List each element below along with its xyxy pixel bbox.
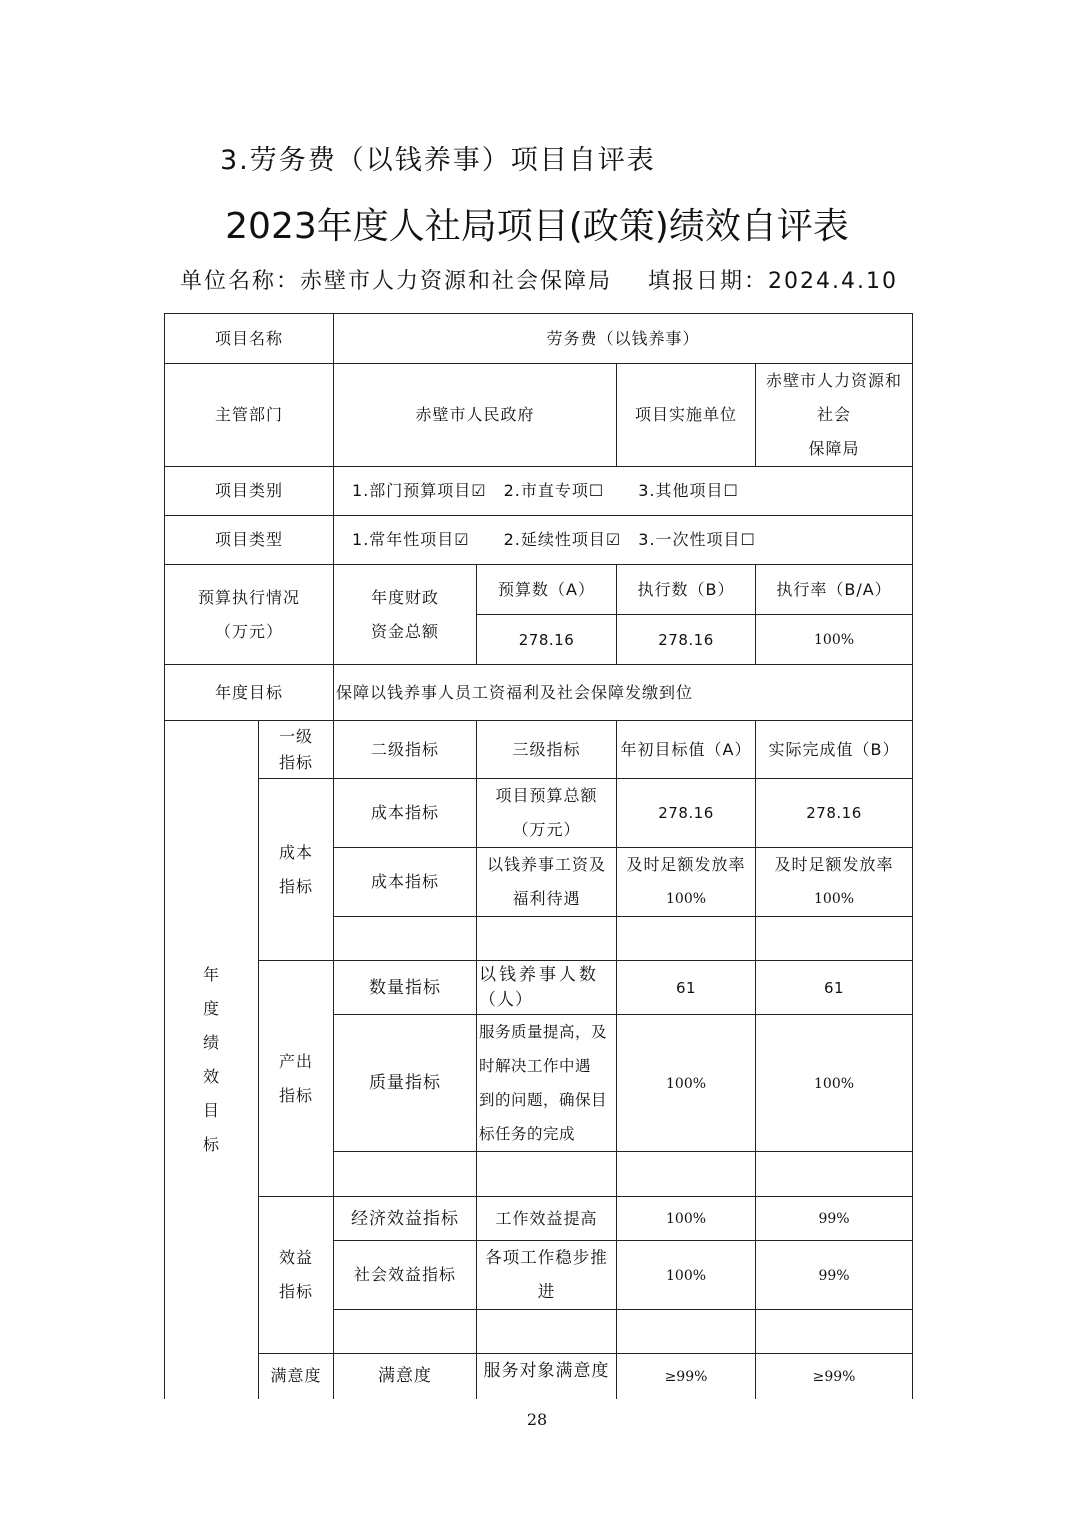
cost1-l3-line2: （万元） xyxy=(512,820,581,839)
row-project-name xyxy=(165,314,913,364)
empty-cell xyxy=(477,1310,617,1354)
budget-col-b: 执行数（B） xyxy=(617,565,756,615)
output-group-line2: 指标 xyxy=(279,1085,314,1105)
head-actual: 实际完成值（B） xyxy=(756,721,913,779)
row-output-qty xyxy=(165,961,913,1015)
project-name-value: 劳务费（以钱养事） xyxy=(334,314,913,364)
impl-label: 项目实施单位 xyxy=(617,364,756,467)
sat-l2: 满意度 xyxy=(334,1354,477,1399)
social-l3-line2: 进 xyxy=(537,1282,556,1301)
qual-l3-line4: 标任务的完成 xyxy=(479,1125,576,1143)
benefit-group-line1: 效益 xyxy=(279,1248,314,1267)
output-group-line1: 产出 xyxy=(279,1051,314,1071)
qty-actual: 61 xyxy=(756,961,913,1015)
qual-target: 100% xyxy=(617,1015,756,1152)
cost2-actual-line2: 100% xyxy=(814,891,855,907)
qual-l3-line2: 时解决工作中遇 xyxy=(479,1057,592,1075)
cost1-l2: 成本指标 xyxy=(334,779,477,848)
side-char: 标 xyxy=(202,1134,220,1154)
impl-value-line2: 保障局 xyxy=(808,439,860,458)
cost1-target: 278.16 xyxy=(617,779,756,848)
page-number: 28 xyxy=(526,1410,548,1429)
cost2-l2: 成本指标 xyxy=(334,848,477,917)
empty-cell xyxy=(617,1152,756,1197)
row-budget-head xyxy=(165,565,913,615)
social-l2: 社会效益指标 xyxy=(334,1241,477,1310)
row-indicator-head xyxy=(165,721,913,779)
row-type xyxy=(165,516,913,565)
head-level3: 三级指标 xyxy=(477,721,617,779)
cost1-l3 xyxy=(477,779,617,848)
date-label: 填报日期：2024.4.10 xyxy=(648,269,898,294)
budget-a-value: 278.16 xyxy=(477,615,617,665)
empty-cell xyxy=(617,917,756,961)
head-level2: 二级指标 xyxy=(334,721,477,779)
social-target: 100% xyxy=(617,1241,756,1310)
evaluation-table xyxy=(164,313,913,1399)
benefit-group xyxy=(259,1197,334,1354)
sat-l3: 服务对象满意度 xyxy=(477,1354,617,1399)
row-dept xyxy=(165,364,913,467)
type-label: 项目类型 xyxy=(165,516,334,565)
row-category xyxy=(165,467,913,516)
side-char: 目 xyxy=(202,1100,220,1120)
type-value: 1.常年性项目☑ 2.延续性项目☑ 3.一次性项目☐ xyxy=(334,516,913,565)
qual-actual: 100% xyxy=(756,1015,913,1152)
fund-label-line2: 资金总额 xyxy=(371,621,440,641)
qty-l3-line1: 以钱养事人数 xyxy=(479,964,600,985)
project-name-label: 项目名称 xyxy=(165,314,334,364)
cost2-l3 xyxy=(477,848,617,917)
empty-cell xyxy=(756,917,913,961)
empty-cell xyxy=(334,1310,477,1354)
econ-target: 100% xyxy=(617,1197,756,1241)
empty-cell xyxy=(756,1310,913,1354)
dept-value: 赤壁市人民政府 xyxy=(334,364,617,467)
qty-l2: 数量指标 xyxy=(334,961,477,1015)
econ-l3: 工作效益提高 xyxy=(477,1197,617,1241)
row-cost-1 xyxy=(165,779,913,848)
cost2-actual xyxy=(756,848,913,917)
impl-value-line1: 赤壁市人力资源和社会 xyxy=(766,371,903,424)
category-value: 1.部门预算项目☑ 2.市直专项☐ 3.其他项目☐ xyxy=(334,467,913,516)
cost2-actual-line1: 及时足额发放率 xyxy=(774,855,894,874)
side-char: 绩 xyxy=(202,1032,220,1052)
unit-label: 单位名称：赤壁市人力资源和社会保障局 xyxy=(180,269,613,294)
cost-group xyxy=(259,779,334,961)
budget-label-line2: （万元） xyxy=(215,621,284,641)
head-level1 xyxy=(259,721,334,779)
fund-label-line1: 年度财政 xyxy=(371,587,440,607)
row-benefit-econ xyxy=(165,1197,913,1241)
cost-group-line2: 指标 xyxy=(279,876,314,896)
qty-target: 61 xyxy=(617,961,756,1015)
side-char: 效 xyxy=(202,1066,220,1086)
impl-value xyxy=(756,364,913,467)
budget-label xyxy=(165,565,334,665)
budget-col-rate: 执行率（B/A） xyxy=(756,565,913,615)
sat-target: ≥99% xyxy=(617,1354,756,1399)
social-actual: 99% xyxy=(756,1241,913,1310)
qual-l3-line1: 服务质量提高，及 xyxy=(479,1023,608,1041)
qual-l3 xyxy=(477,1015,617,1152)
cost2-l3-line2: 福利待遇 xyxy=(512,889,581,908)
head-target: 年初目标值（A） xyxy=(617,721,756,779)
side-char: 年 xyxy=(202,964,220,984)
row-goal xyxy=(165,665,913,721)
social-l3 xyxy=(477,1241,617,1310)
econ-actual: 99% xyxy=(756,1197,913,1241)
budget-label-line1: 预算执行情况 xyxy=(198,587,301,607)
indicator-side-label xyxy=(165,721,259,1399)
cost1-actual: 278.16 xyxy=(756,779,913,848)
dept-label: 主管部门 xyxy=(165,364,334,467)
cost2-target-line1: 及时足额发放率 xyxy=(626,855,746,874)
goal-label: 年度目标 xyxy=(165,665,334,721)
fund-label xyxy=(334,565,477,665)
qual-l2: 质量指标 xyxy=(334,1015,477,1152)
empty-cell xyxy=(756,1152,913,1197)
sat-group: 满意度 xyxy=(259,1354,334,1399)
row-satisfaction xyxy=(165,1354,913,1399)
qty-l3-line2: （人） xyxy=(479,989,534,1010)
category-label: 项目类别 xyxy=(165,467,334,516)
output-group xyxy=(259,961,334,1197)
empty-cell xyxy=(617,1310,756,1354)
empty-cell xyxy=(334,917,477,961)
cost2-target xyxy=(617,848,756,917)
side-char: 度 xyxy=(202,998,220,1018)
cost1-l3-line1: 项目预算总额 xyxy=(495,786,598,805)
section-title: 3.劳务费（以钱养事）项目自评表 xyxy=(220,145,656,176)
budget-col-a: 预算数（A） xyxy=(477,565,617,615)
budget-b-value: 278.16 xyxy=(617,615,756,665)
cost2-l3-line1: 以钱养事工资及 xyxy=(487,855,607,874)
sat-actual: ≥99% xyxy=(756,1354,913,1399)
meta-line xyxy=(180,264,898,295)
empty-cell xyxy=(334,1152,477,1197)
head-level1-line2: 指标 xyxy=(279,752,314,772)
goal-value: 保障以钱养事人员工资福利及社会保障发缴到位 xyxy=(334,665,913,721)
cost-group-line1: 成本 xyxy=(279,842,314,862)
social-l3-line1: 各项工作稳步推 xyxy=(485,1248,608,1267)
qual-l3-line3: 到的问题，确保目 xyxy=(479,1091,608,1109)
empty-cell xyxy=(477,917,617,961)
head-level1-line1: 一级 xyxy=(279,726,314,746)
econ-l2: 经济效益指标 xyxy=(334,1197,477,1241)
benefit-group-line2: 指标 xyxy=(279,1282,314,1301)
qty-l3 xyxy=(477,961,617,1015)
cost2-target-line2: 100% xyxy=(666,891,707,907)
page-title: 2023年度人社局项目(政策)绩效自评表 xyxy=(225,206,849,247)
budget-rate-value: 100% xyxy=(756,615,913,665)
empty-cell xyxy=(477,1152,617,1197)
